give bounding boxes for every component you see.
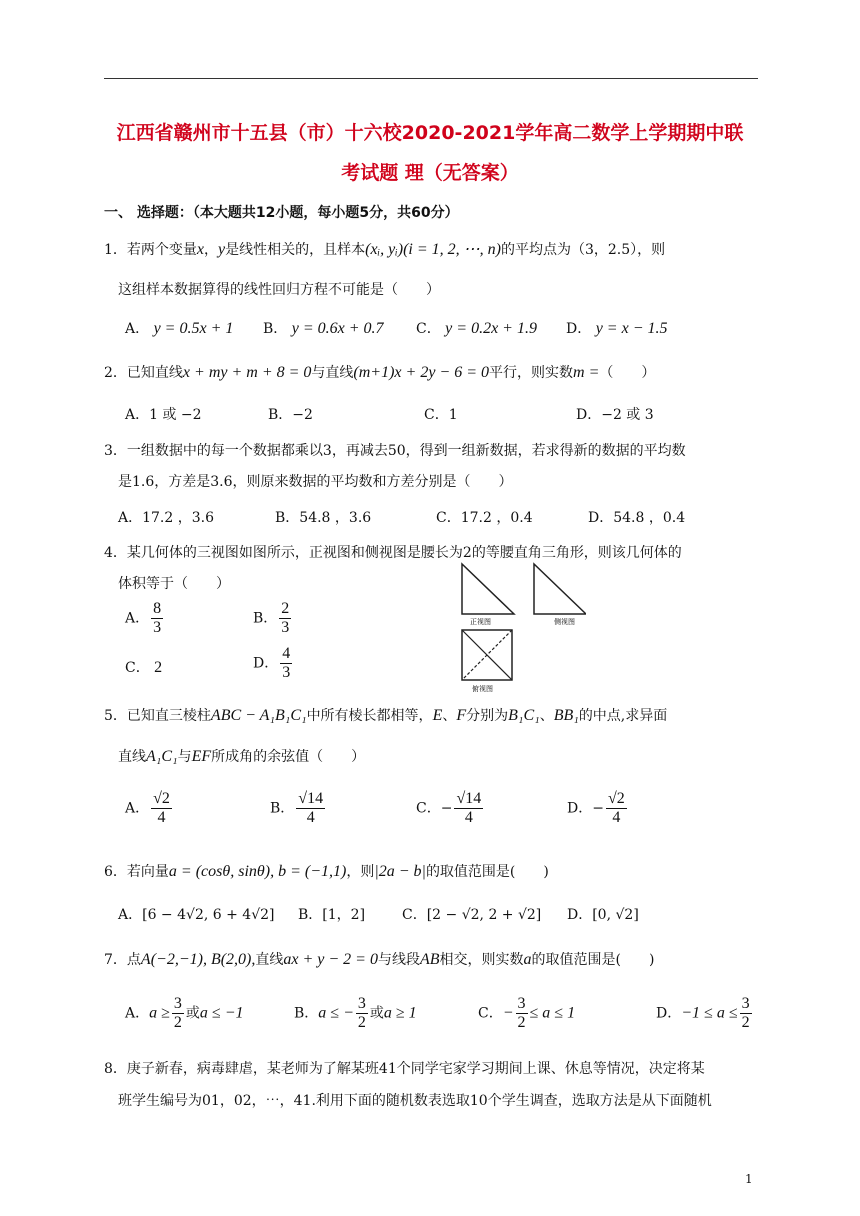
side-view-triangle <box>534 564 586 614</box>
q8-line1: 8．庚子新春，病毒肆虐，某老师为了解某班41个同学宅家学习期间上课、休息等情况，决定将某 <box>104 1061 705 1077</box>
q5-option-a: A． $\frac{√2}{4}$ <box>125 790 170 826</box>
q5-option-d: D．− $\frac{√2}{4}$ <box>567 790 625 826</box>
q6-option-c: C．[2 − √2, 2 + √2] <box>402 907 542 923</box>
q4-line1: 4．某几何体的三视图如图所示，正视图和侧视图是腰长为2的等腰直角三角形，则该几何体的 <box>104 545 682 561</box>
q4-line2: 体积等于（ ） <box>118 576 230 592</box>
q3-option-b: B．54.8 ，3.6 <box>275 510 372 526</box>
q8-line2: 班学生编号为01，02，⋯，41.利用下面的随机数表选取10个学生调查，选取方法是从下面随机 <box>118 1093 712 1109</box>
q7-option-c: C．− $\frac{3}{2}$ ≤ a ≤ 1 <box>478 995 576 1031</box>
q1-option-d: D． y = x − 1.5 <box>566 320 668 337</box>
q1-option-c: C． y = 0.2x + 1.9 <box>416 320 537 337</box>
q4-option-a: A． $\frac{8}{3}$ <box>125 600 162 636</box>
q4-option-c: C． 2 <box>125 659 163 676</box>
q3-option-c: C．17.2 ，0.4 <box>436 510 533 526</box>
q6-option-d: D．[0, √2] <box>567 907 639 923</box>
front-view-label: 正视图 <box>470 618 491 626</box>
q2-line1: 2．已知直线x + my + m + 8 = 0与直线(m+1)x + 2y − 6 = 0平行，则实数m =（ ） <box>104 364 656 381</box>
top-view-label: 俯视图 <box>472 685 493 693</box>
header-rule <box>104 78 758 79</box>
q1-line1: 1．若两个变量x，y是线性相关的，且样本(xᵢ, yᵢ)(i = 1, 2, ⋯, n)的平均点为（3，2.5），则 <box>104 241 666 258</box>
q3-line2: 是1.6，方差是3.6，则原来数据的平均数和方差分别是（ ） <box>118 474 513 490</box>
q7-option-a: A．a ≥ $\frac{3}{2}$ 或a ≤ −1 <box>125 995 244 1031</box>
side-view-label: 侧视图 <box>554 618 575 626</box>
q3-option-d: D．54.8 ，0.4 <box>588 510 686 526</box>
document-title-line2: 考试题 理（无答案） <box>341 162 519 184</box>
three-views-figure <box>456 560 586 700</box>
q7-option-b: B．a ≤ − $\frac{3}{2}$ 或a ≥ 1 <box>294 995 417 1031</box>
q5-line2: 直线A₁C₁与EF所成角的余弦值（ ） <box>118 748 366 765</box>
q3-line1: 3．一组数据中的每一个数据都乘以3，再减去50，得到一组新数据，若求得新的数据的平均数 <box>104 443 686 459</box>
q1-option-b: B． y = 0.6x + 0.7 <box>263 320 384 337</box>
q5-option-c: C．− $\frac{√14}{4}$ <box>416 790 482 826</box>
q1-line2: 这组样本数据算得的线性回归方程不可能是（ ） <box>118 282 440 298</box>
q6-option-a: A．[6 − 4√2, 6 + 4√2] <box>118 907 275 923</box>
q7-line1: 7．点A(−2,−1), B(2,0),直线ax + y − 2 = 0与线段AB相交，则实数a的取值范围是( ) <box>104 951 655 968</box>
q5-option-b: B． $\frac{√14}{4}$ <box>270 790 324 826</box>
q3-option-a: A．17.2 ，3.6 <box>118 510 214 526</box>
q5-line1: 5．已知直三棱柱ABC − A₁B₁C₁中所有棱长都相等，E、F分别为B₁C₁、BB₁的中点,求异面 <box>104 707 668 724</box>
q2-option-a: A．1 或 −2 <box>125 407 202 423</box>
q7-option-d: D．−1 ≤ a ≤ $\frac{3}{2}$ <box>656 995 750 1031</box>
document-title-line1: 江西省赣州市十五县（市）十六校2020-2021学年高二数学上学期期中联 <box>116 122 744 144</box>
q2-option-c: C．1 <box>424 407 458 423</box>
section-heading: 一、 选择题：（本大题共12小题，每小题5分，共60分） <box>104 205 459 221</box>
front-view-triangle <box>462 564 514 614</box>
q2-option-d: D．−2 或 3 <box>576 407 654 423</box>
q6-option-b: B．[1，2] <box>298 907 366 923</box>
q4-option-d: D． $\frac{4}{3}$ <box>253 645 291 681</box>
q6-line1: 6．若向量a = (cosθ, sinθ), b = (−1,1)，则|2a − b|的取值范围是( ) <box>104 863 549 880</box>
q2-option-b: B．−2 <box>268 407 313 423</box>
q4-option-b: B． $\frac{2}{3}$ <box>253 600 290 636</box>
page-number: 1 <box>745 1172 753 1186</box>
q1-option-a: A． y = 0.5x + 1 <box>125 320 234 337</box>
